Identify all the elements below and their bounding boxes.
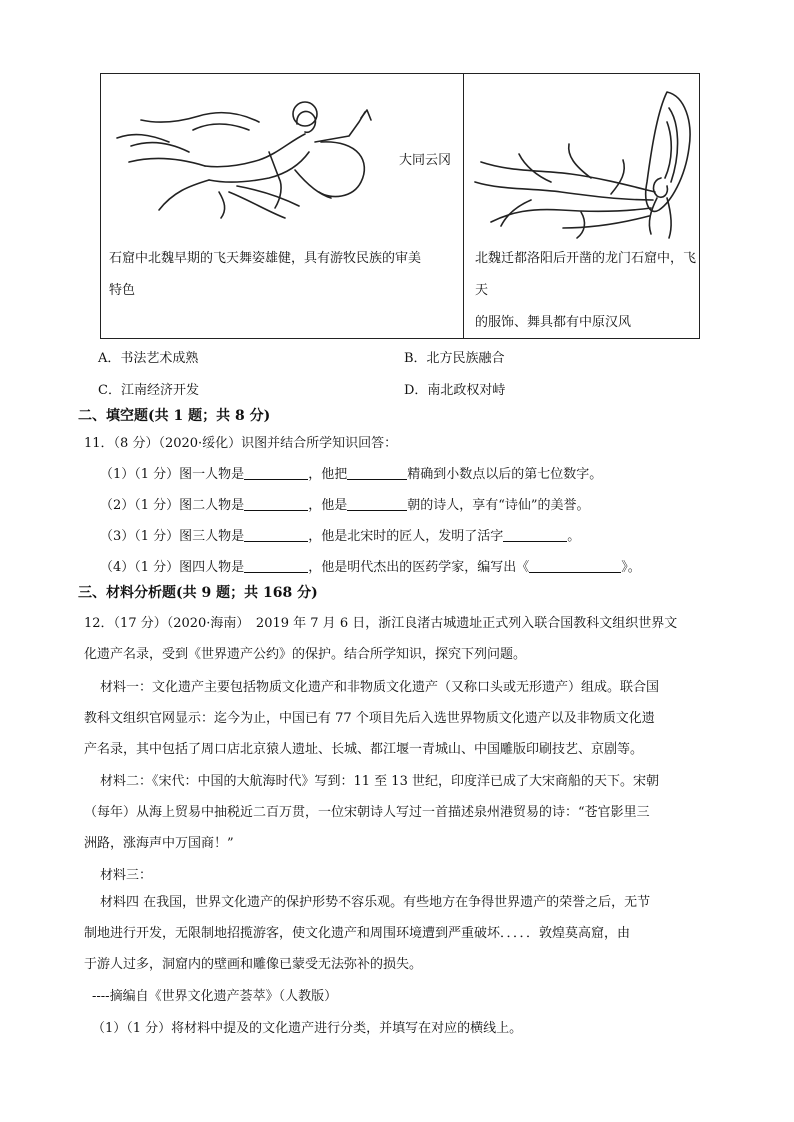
q12-sub1: （1）（1 分）将材料中提及的文化遗产进行分类，并填写在对应的横线上。	[92, 1021, 523, 1036]
q11-part1-a: （1）（1 分）图一人物是	[100, 467, 245, 482]
q12-line1: 12．（17 分）（2020·海南） 2019 年 7 月 6 日，浙江良渚古城遗址正式列入联合国教科文组织世界文	[84, 616, 678, 631]
option-c: C．江南经济开发	[98, 383, 199, 398]
q11-part4-b: ，他是明代杰出的医药学家，编写出《	[308, 560, 530, 575]
left-caption-line2: 特色	[109, 283, 136, 298]
answer-blank[interactable]	[503, 527, 567, 542]
material4-line1: 材料四 在我国，世界文化遗产的保护形势不容乐观。有些地方在争得世界遗产的荣誉之后，无节	[100, 895, 651, 910]
answer-blank[interactable]	[529, 558, 621, 573]
q11-part2-a: （2）（1 分）图二人物是	[100, 498, 245, 513]
q11-part1-b: ，他把	[308, 467, 348, 482]
answer-blank[interactable]	[244, 465, 308, 480]
material2-line2: （每年）从海上贸易中抽税近二百万贯，一位宋朝诗人写过一首描述泉州港贸易的诗：“苍官影里三	[84, 805, 650, 820]
answer-blank[interactable]	[244, 496, 308, 511]
q11-part4-c: 》。	[621, 560, 641, 575]
material1-line1: 材料一：文化遗产主要包括物质文化遗产和非物质文化遗产（又称口头或无形遗产）组成。联合国	[100, 680, 660, 695]
left-caption-line1: 石窟中北魏早期的飞天舞姿雄健，具有游牧民族的审美	[109, 251, 422, 266]
answer-blank[interactable]	[244, 527, 308, 542]
q11-part3-b: ，他是北宋时的匠人，发明了活字	[308, 529, 504, 544]
section2-title: 二、填空题(共 1 题；共 8 分)	[78, 408, 271, 424]
material2-line3: 洲路，涨海声中万国商！”	[84, 836, 234, 851]
q11-part2-c: 朝的诗人，享有“诗仙”的美誉。	[407, 498, 590, 513]
q11-part1	[100, 463, 602, 482]
q11-part3-c: 。	[567, 529, 581, 544]
material1-line2: 教科文组织官网显示：迄今为止，中国已有 77 个项目先后入选世界物质文化遗产以及非物质文化遗	[84, 711, 655, 726]
q11-part4	[100, 556, 641, 575]
option-a: A．书法艺术成熟	[98, 351, 199, 366]
right-caption-line3: 的服饰、舞具都有中原汉风	[475, 315, 632, 330]
yungang-label: 大同云冈	[399, 153, 452, 168]
q11-part2	[100, 494, 590, 513]
figure-table	[100, 73, 700, 339]
option-b: B．北方民族融合	[404, 351, 505, 366]
material4-line3: 于游人过多，洞窟内的壁画和雕像已蒙受无法弥补的损失。	[84, 957, 423, 972]
q11-part3-a: （3）（1 分）图三人物是	[100, 529, 245, 544]
q12-line2: 化遗产名录，受到《世界遗产公约》的保护。结合所学知识，探究下列问题。	[84, 647, 527, 662]
q11-part2-b: ，他是	[308, 498, 348, 513]
material4-line2: 制地进行开发，无限制地招揽游客，使文化遗产和周围环境遭到严重破坏．．．．．敦煌莫高窟，由	[84, 926, 631, 941]
yungang-apsara-drawing	[109, 82, 389, 222]
answer-blank[interactable]	[244, 558, 308, 573]
figure-divider	[463, 74, 464, 338]
q11-stem: 11．（8 分）（2020·绥化）识图并结合所学知识回答：	[84, 436, 398, 451]
section3-title: 三、材料分析题(共 9 题；共 168 分)	[78, 585, 318, 601]
q11-part4-a: （4）（1 分）图四人物是	[100, 560, 245, 575]
option-d: D．南北政权对峙	[404, 383, 506, 398]
material3-label: 材料三：	[100, 868, 153, 883]
q11-part1-c: 精确到小数点以后的第七位数字。	[407, 467, 603, 482]
longmen-apsara-drawing	[471, 82, 697, 242]
source-note: ----摘编自《世界文化遗产荟萃》（人教版）	[92, 989, 338, 1004]
answer-blank[interactable]	[347, 465, 407, 480]
q11-part3	[100, 525, 580, 544]
material2-line1: 材料二：《宋代：中国的大航海时代》写到：11 至 13 世纪，印度洋已成了大宋商船的天下。宋朝	[100, 774, 659, 789]
right-caption-line1: 北魏迁都洛阳后开凿的龙门石窟中，飞	[475, 251, 697, 266]
answer-blank[interactable]	[347, 496, 407, 511]
material1-line3: 产名录，其中包括了周口店北京猿人遗址、长城、都江堰一青城山、中国雕版印刷技艺、京剧等。	[84, 742, 644, 757]
right-caption-line2: 天	[475, 283, 489, 298]
